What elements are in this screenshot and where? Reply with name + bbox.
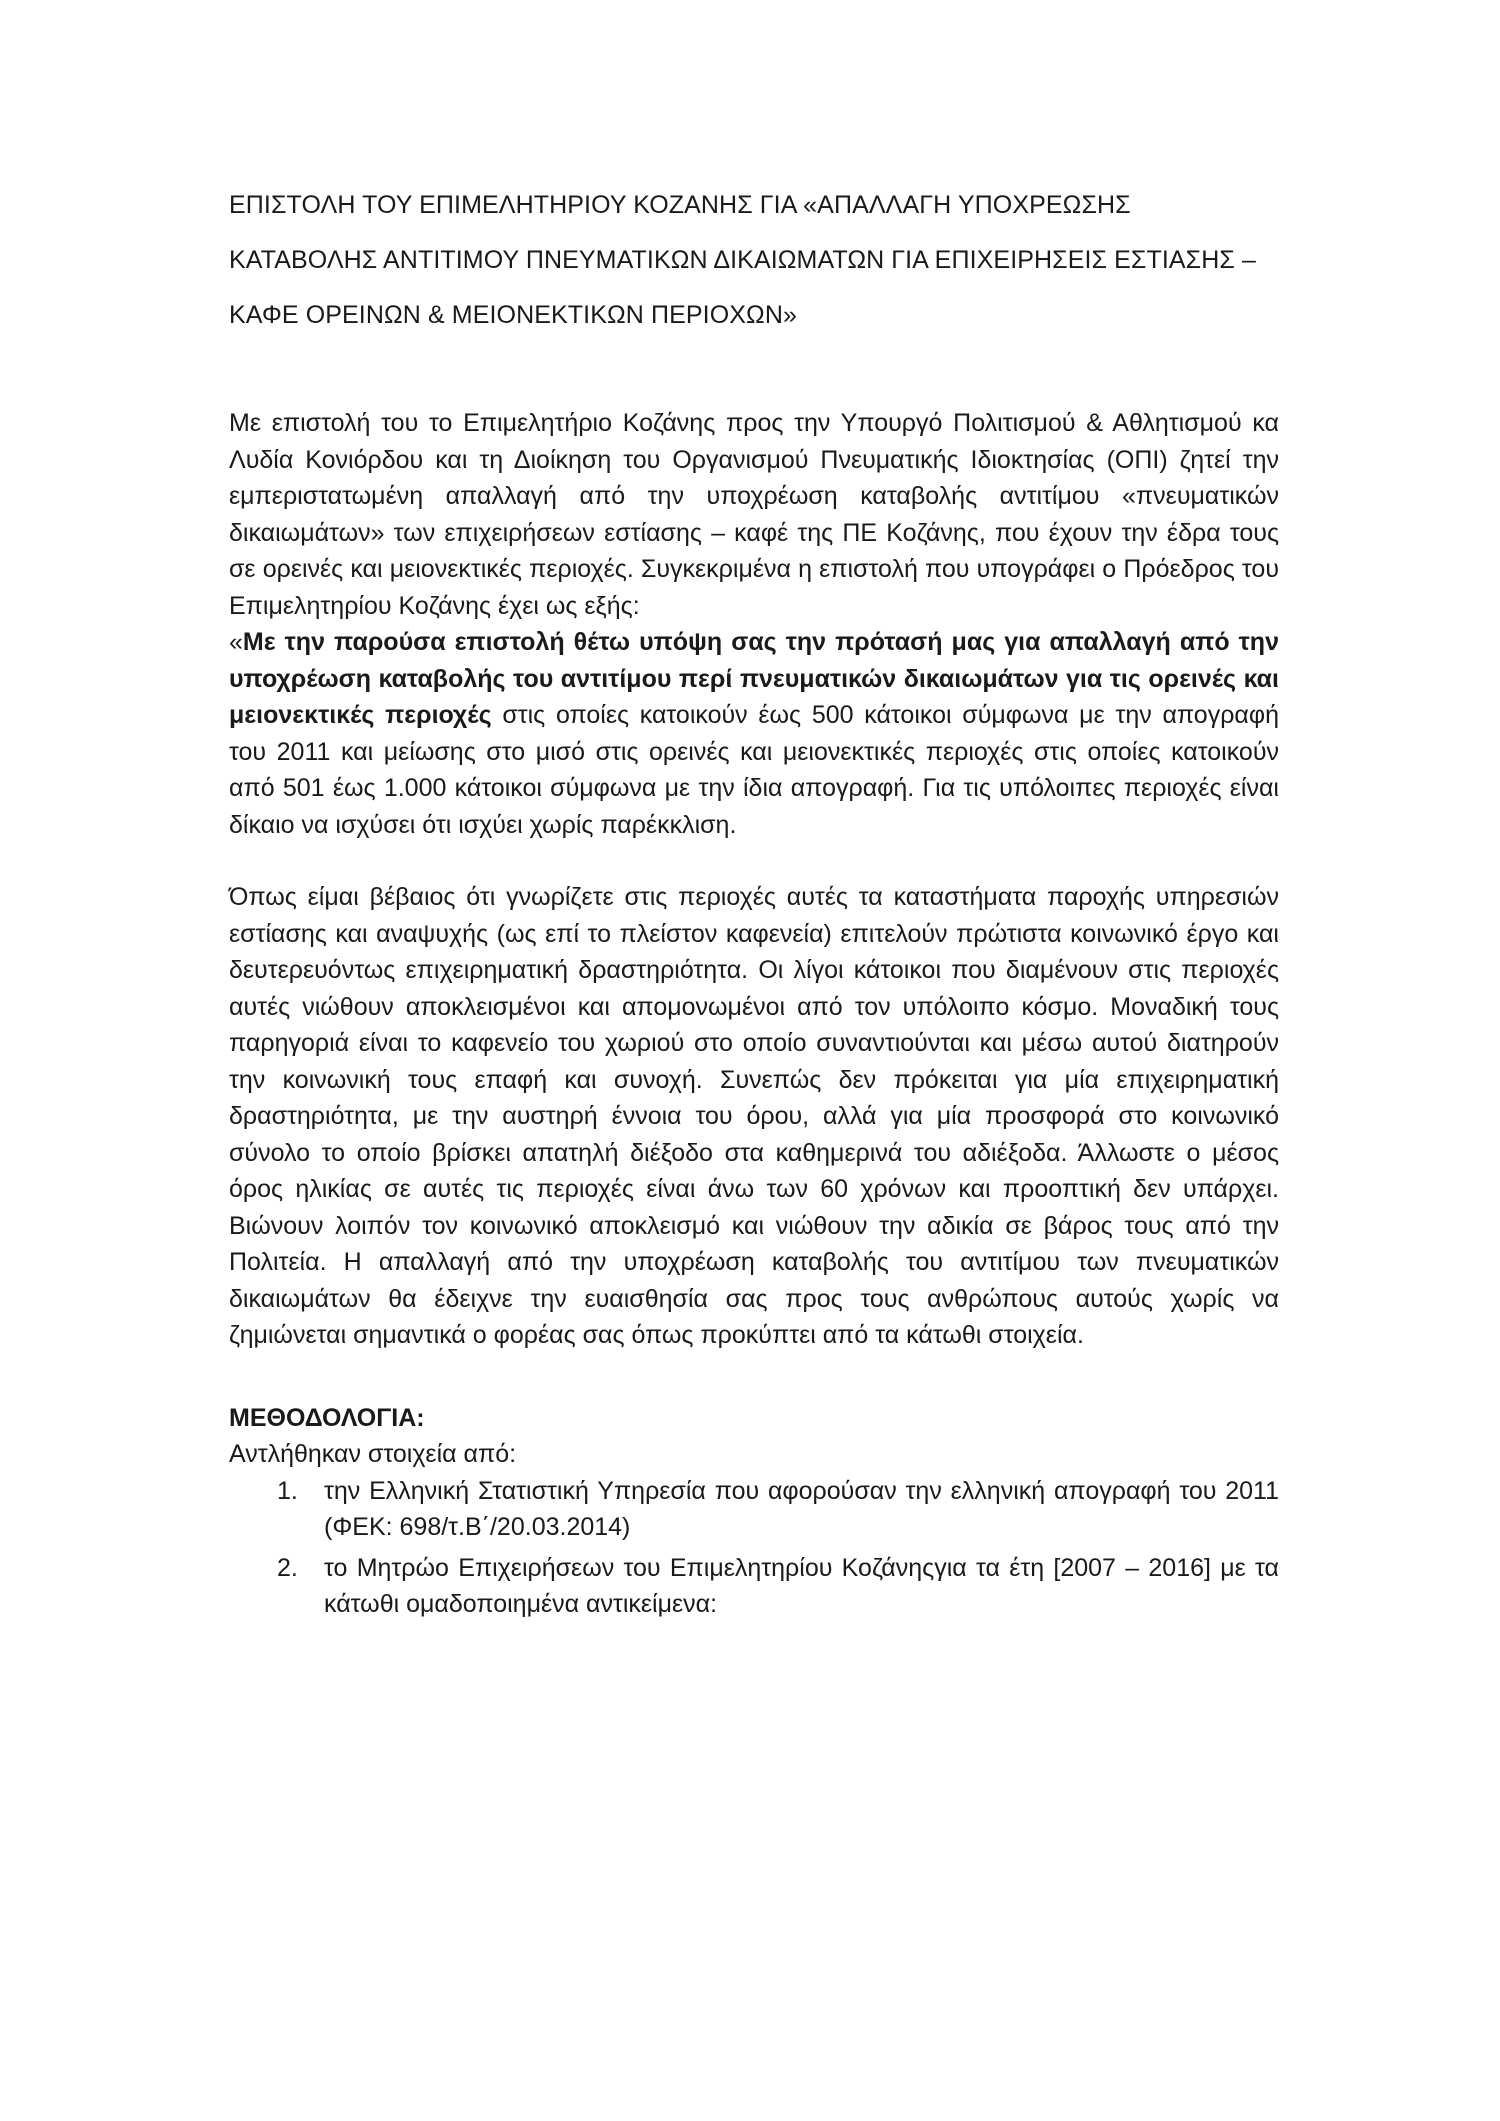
document-body <box>229 178 1279 1627</box>
title-line: ΚΑΦΕ ΟΡΕΙΝΩΝ & ΜΕΙΟΝΕΚΤΙΚΩΝ ΠΕΡΙΟΧΩΝ» <box>229 301 797 329</box>
list-item <box>229 1473 1279 1546</box>
body-paragraph: Όπως είμαι βέβαιος ότι γνωρίζετε στις περιοχές αυτές τα καταστήματα παροχής υπηρεσιών εστίασης και αναψυχής (ως επί το πλείστον καφενεία) επιτελούν πρώτιστα κοινωνικό έργο και δευτερευόντως επιχειρηματική δραστηριότητα. Οι λίγοι κάτοικοι που διαμένουν στις περιοχές αυτές νιώθουν αποκλεισμένοι και απομονωμένοι από τον υπόλοιπο κόσμο. Μοναδική τους παρηγοριά είναι το καφενείο του χωριού στο οποίο συναντιούνται και μέσω αυτού διατηρούν την κοινωνική τους επαφή και συνοχή. Συνεπώς δεν πρόκειται για μία επιχειρηματική δραστηριότητα, με την αυστηρή έννοια του όρου, αλλά για μία προσφορά στο κοινωνικό σύνολο το οποίο βρίσκει απατηλή διέξοδο στα καθημερινά του αδιέξοδα. Άλλωστε ο μέσος όρος ηλικίας σε αυτές τις περιοχές είναι άνω των 60 χρόνων και προοπτική δεν υπάρχει. Βιώνουν λοιπόν τον κοινωνικό αποκλεισμό και νιώθουν την αδικία σε βάρος τους από την Πολιτεία. Η απαλλαγή από την υποχρέωση καταβολής του αντιτίμου των πνευματικών δικαιωμάτων θα έδειχνε την ευαισθησία σας προς τους ανθρώπους αυτούς χωρίς να ζημιώνεται σημαντικά ο φορέας σας όπως προκύπτει από τα κάτωθι στοιχεία. <box>229 883 1279 1349</box>
list-item-number: 2. <box>277 1553 298 1582</box>
quote-paragraph <box>229 624 1279 843</box>
document-title <box>229 178 1279 343</box>
methodology-intro: Αντλήθηκαν στοιχεία από: <box>229 1440 517 1468</box>
methodology-list <box>229 1473 1279 1623</box>
list-item <box>229 1550 1279 1623</box>
quote-bold-text: Με την παρούσα επιστολή θέτω υπόψη σας την πρότασή μας για απαλλαγή από την υποχρέωση καταβολής του αντιτίμου περί πνευματικών δικαιωμάτων για τις ορεινές και μειονεκτικές περιοχές <box>229 628 1279 729</box>
methodology-heading: ΜΕΘΟΔΟΛΟΓΙΑ: <box>229 1403 425 1432</box>
list-item-number: 1. <box>277 1476 298 1505</box>
quote-open-mark: « <box>229 628 243 656</box>
title-line: ΕΠΙΣΤΟΛΗ ΤΟΥ ΕΠΙΜΕΛΗΤΗΡΙΟΥ ΚΟΖΑΝΗΣ ΓΙΑ «ΑΠΑΛΛΑΓΗ ΥΠΟΧΡΕΩΣΗΣ <box>229 191 1131 219</box>
title-line: ΚΑΤΑΒΟΛΗΣ ΑΝΤΙΤΙΜΟΥ ΠΝΕΥΜΑΤΙΚΩΝ ΔΙΚΑΙΩΜΑΤΩΝ ΓΙΑ ΕΠΙΧΕΙΡΗΣΕΙΣ ΕΣΤΙΑΣΗΣ – <box>229 246 1256 274</box>
list-item-text: την Ελληνική Στατιστική Υπηρεσία που αφορούσαν την ελληνική απογραφή του 2011 (ΦΕΚ: 698/τ.Β΄/20.03.2014) <box>324 1476 1279 1541</box>
quote-text: στις οποίες κατοικούν έως 500 κάτοικοι σύμφωνα με την απογραφή του 2011 και μείωσης στο μισό στις ορεινές και μειονεκτικές περιοχές στις οποίες κατοικούν από 501 έως 1.000 κάτοικοι σύμφωνα με την ίδια απογραφή. Για τις υπόλοιπες περιοχές είναι δίκαιο να ισχύσει ότι ισχύει χωρίς παρέκκλιση. <box>229 701 1279 839</box>
intro-paragraph: Με επιστολή του το Επιμελητήριο Κοζάνης προς την Υπουργό Πολιτισμού & Αθλητισμού κα Λυδία Κονιόρδου και τη Διοίκηση του Οργανισμού Πνευματικής Ιδιοκτησίας (ΟΠΙ) ζητεί την εμπεριστατωμένη απαλλαγή από την υποχρέωση καταβολής αντιτίμου «πνευματικών δικαιωμάτων» των επιχειρήσεων εστίασης – καφέ της ΠΕ Κοζάνης, που έχουν την έδρα τους σε ορεινές και μειονεκτικές περιοχές. Συγκεκριμένα η επιστολή που υπογράφει ο Πρόεδρος του Επιμελητηρίου Κοζάνης έχει ως εξής: <box>229 409 1279 620</box>
list-item-text: το Μητρώο Επιχειρήσεων του Επιμελητηρίου Κοζάνηςγια τα έτη [2007 – 2016] με τα κάτωθι ομαδοποιημένα αντικείμενα: <box>324 1553 1279 1618</box>
